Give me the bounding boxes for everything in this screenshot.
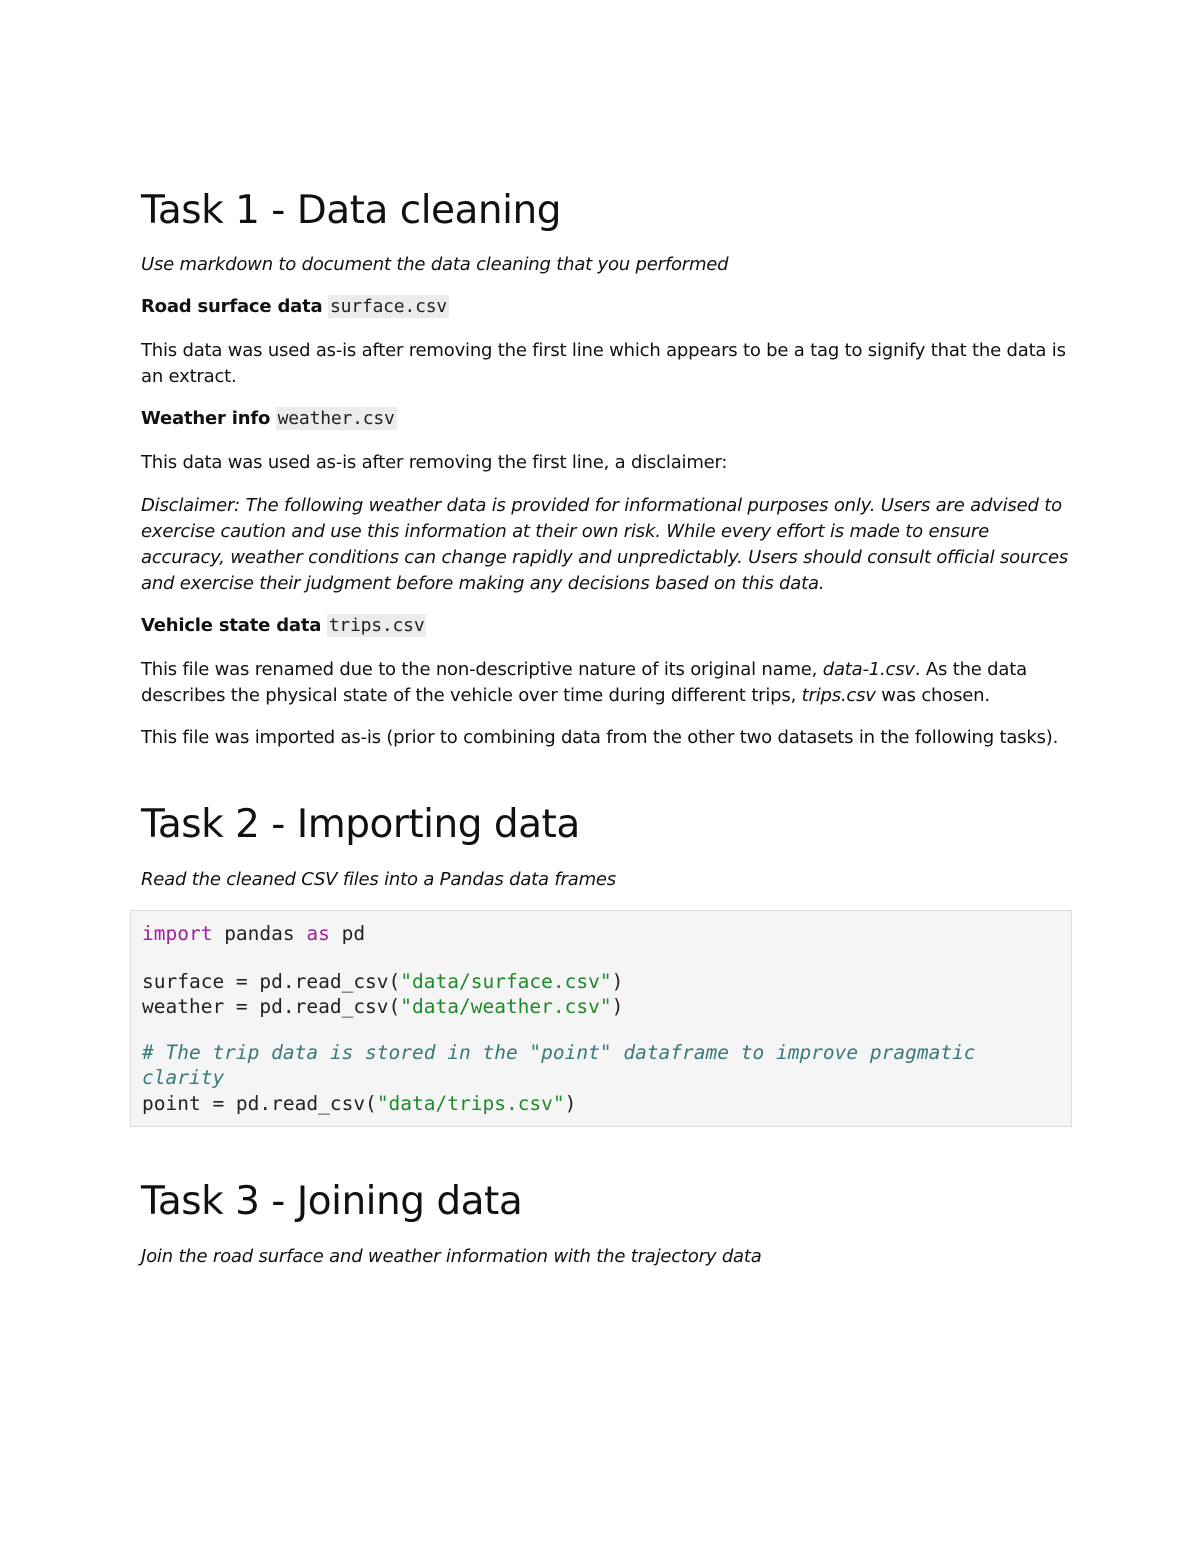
code-paren: ) <box>611 995 624 1018</box>
task1-heading: Task 1 - Data cleaning <box>141 188 561 233</box>
surface-description: This data was used as-is after removing the first line which appears to be a tag to signify that the data is an extract. <box>141 340 1066 387</box>
code-keyword-as: as <box>306 922 330 945</box>
task1-instruction: Use markdown to document the data cleaning that you performed <box>141 254 729 275</box>
code-weather-path: "data/weather.csv" <box>400 995 612 1018</box>
notebook-page <box>141 188 1071 1270</box>
code-point-path: "data/trips.csv" <box>376 1091 565 1115</box>
code-point-call: point = pd.read_csv( <box>142 1091 377 1115</box>
weather-label: Weather info <box>141 408 271 429</box>
vehicle-label: Vehicle state data <box>141 615 322 636</box>
surface-filename: surface.csv <box>329 296 447 317</box>
vehicle-description <box>141 657 1071 709</box>
vehicle-desc-part1: This file was renamed due to the non-descriptive nature of its original name, <box>141 659 818 680</box>
code-line-import <box>142 922 365 945</box>
weather-description: This data was used as-is after removing the first line, a disclaimer: <box>141 452 728 473</box>
code-comment: # The trip data is stored in the "point" dataframe to improve pragmatic clarity <box>142 1040 988 1089</box>
code-weather-call: weather = pd.read_csv( <box>142 995 401 1018</box>
task2-instruction: Read the cleaned CSV files into a Pandas data frames <box>141 869 616 890</box>
code-module: pandas <box>212 922 307 945</box>
vehicle-section-label <box>141 613 1071 639</box>
code-paren: ) <box>611 969 624 993</box>
code-keyword-import: import <box>142 922 213 945</box>
vehicle-original-name: data-1.csv <box>822 659 915 680</box>
surface-label: Road surface data <box>141 296 323 317</box>
code-surface-path: "data/surface.csv" <box>400 969 612 993</box>
code-alias: pd <box>329 922 366 945</box>
task3-instruction: Join the road surface and weather information with the trajectory data <box>141 1246 762 1267</box>
code-paren: ) <box>564 1091 577 1115</box>
surface-section-label <box>141 294 1071 320</box>
vehicle-desc-part3: was chosen. <box>881 685 990 706</box>
vehicle-desc-part2: . As the data describes the physical state of the vehicle over time during different trips, <box>141 659 1027 706</box>
task2-heading: Task 2 - Importing data <box>141 802 580 847</box>
code-line-surface <box>142 970 623 993</box>
weather-section-label <box>141 406 1071 432</box>
code-surface-call: surface = pd.read_csv( <box>142 969 401 993</box>
vehicle-filename: trips.csv <box>328 615 425 636</box>
vehicle-new-name: trips.csv <box>801 685 876 706</box>
import-note: This file was imported as-is (prior to combining data from the other two datasets in the following tasks). <box>141 727 1059 748</box>
code-line-point <box>142 1092 576 1115</box>
weather-disclaimer: Disclaimer: The following weather data is provided for informational purposes only. Users are advised to exercise caution and use this information at their own risk. While every effort is made to ensure accuracy, weather conditions can change rapidly and unpredictably. Users should consult official sources and exercise their judgment before making any decisions based on this data. <box>141 495 1069 594</box>
code-line-weather <box>142 995 623 1018</box>
code-cell[interactable] <box>130 910 1072 1127</box>
task3-heading: Task 3 - Joining data <box>141 1179 523 1224</box>
weather-filename: weather.csv <box>277 408 395 429</box>
